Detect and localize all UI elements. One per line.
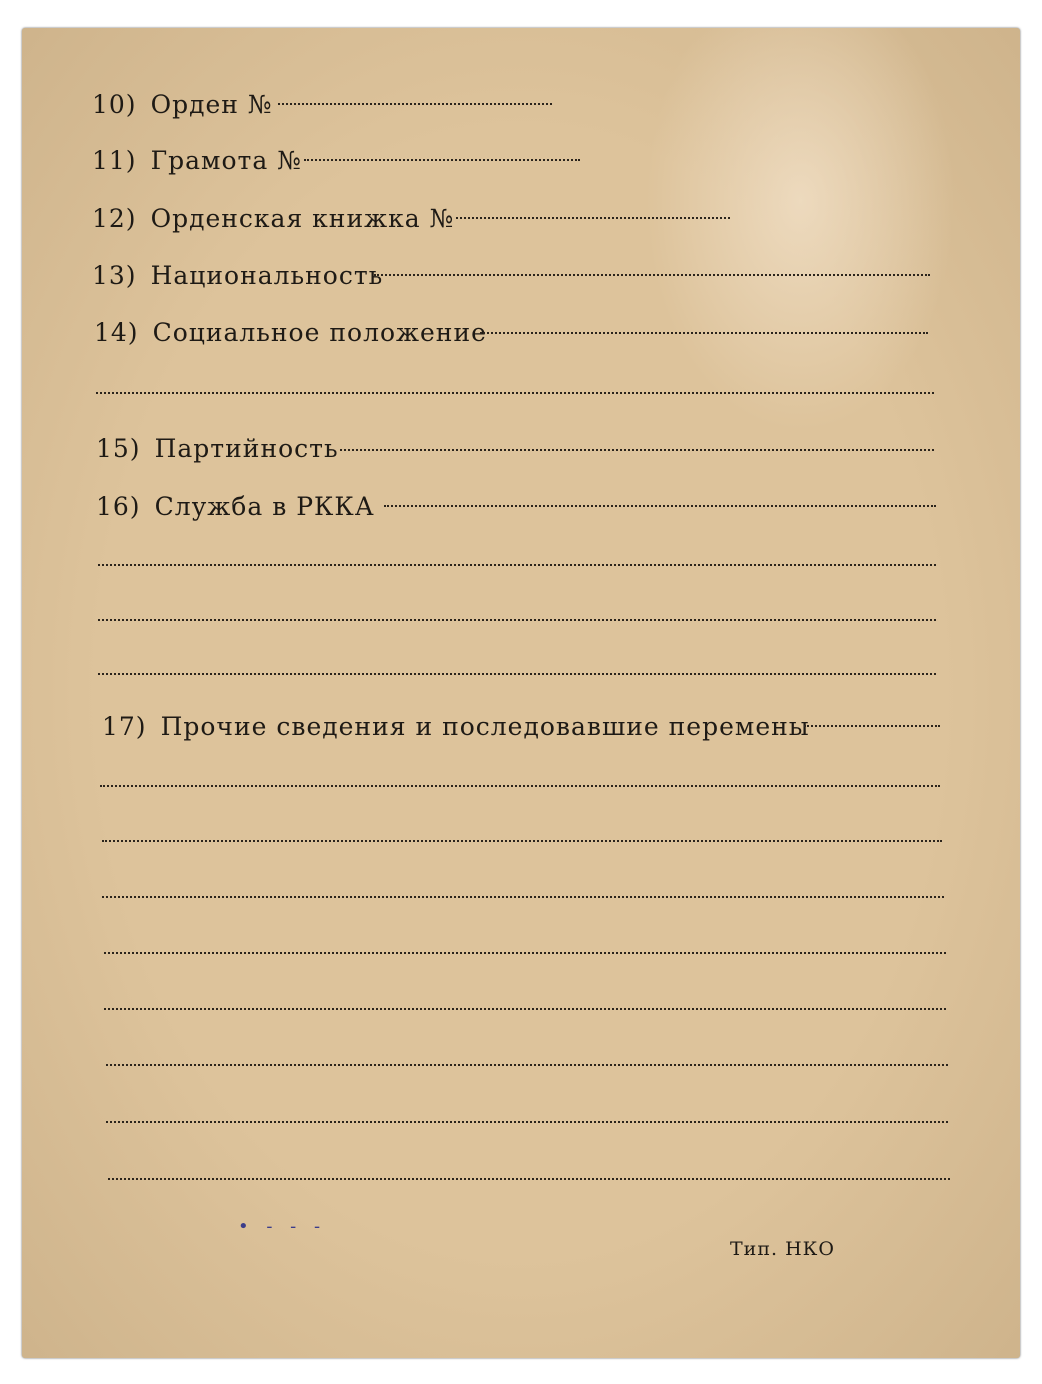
field-label: Социальное положение [152,318,487,347]
fill-line[interactable] [104,952,946,954]
fill-line[interactable] [804,725,940,727]
form-card [22,28,1020,1358]
field-label: Партийность [154,434,339,463]
fill-line[interactable] [100,785,940,787]
fill-line[interactable] [374,274,930,276]
field-label: Орден № [150,90,273,119]
fill-line[interactable] [104,1008,946,1010]
fill-line[interactable] [98,564,936,566]
field-number: 10) [92,90,137,119]
field-rkka-service [96,492,375,521]
field-number: 15) [96,434,141,463]
fill-line[interactable] [340,449,934,451]
field-label: Национальность [150,261,384,290]
field-number: 13) [92,261,137,290]
field-number: 12) [92,204,137,233]
fill-line[interactable] [108,1178,950,1180]
fill-line[interactable] [98,673,936,675]
fill-line[interactable] [98,619,936,621]
fill-line[interactable] [384,505,936,507]
field-social-status [94,318,487,347]
field-gramota-number [92,146,302,175]
field-number: 16) [96,492,141,521]
field-label: Прочие сведения и последовавшие перемены [160,712,810,741]
fill-line[interactable] [278,103,552,105]
field-label: Орденская книжка № [150,204,455,233]
ink-dots: • - - - [238,1216,327,1237]
field-other-info [102,712,810,741]
field-nationality [92,261,383,290]
field-number: 11) [92,146,137,175]
field-order-book-number [92,204,454,233]
fill-line[interactable] [102,840,942,842]
fill-line[interactable] [304,159,580,161]
fill-line[interactable] [456,217,730,219]
fill-line[interactable] [106,1064,948,1066]
fill-line[interactable] [480,332,928,334]
printer-mark: Тип. НКО [730,1238,835,1260]
fill-line[interactable] [106,1121,948,1123]
field-order-number [92,90,273,119]
field-number: 14) [94,318,139,347]
fill-line[interactable] [102,896,944,898]
field-party-membership [96,434,339,463]
field-label: Служба в РККА [154,492,375,521]
field-number: 17) [102,712,147,741]
fill-line[interactable] [96,392,934,394]
field-label: Грамота № [150,146,302,175]
